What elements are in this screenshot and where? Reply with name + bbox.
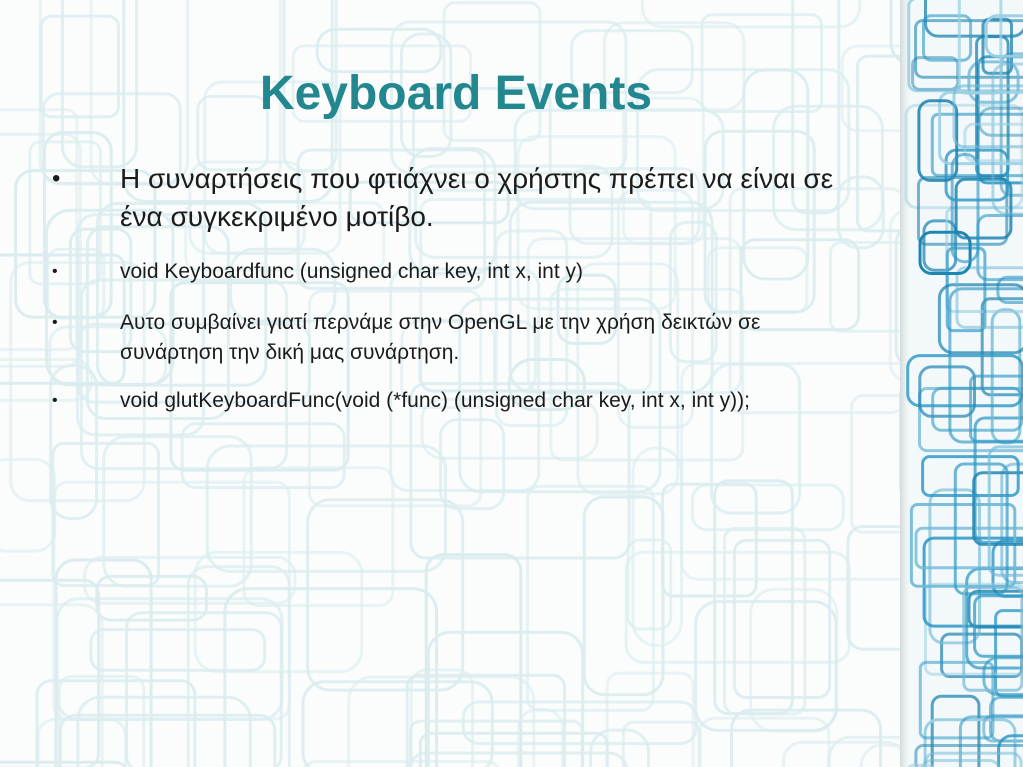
bullet-marker: • [52, 263, 58, 280]
bullet-text: Η συναρτήσεις που φτιάχνει ο χρήστης πρέπει να είναι σε ένα συγκεκριμένο μοτίβο. [120, 163, 834, 232]
slide-title: Keyboard Events [259, 67, 653, 120]
bullet-text: void glutKeyboardFunc(void (*func) (unsigned char key, int x, int y)); [120, 389, 750, 412]
bullet-text: void Keyboardfunc (unsigned char key, int x, int y) [120, 260, 584, 283]
bullet-marker: • [52, 392, 58, 409]
bullet-marker: • [52, 165, 61, 192]
bullet-text: Αυτο συμβαίνει γιατί περνάμε στην OpenGL με την χρήση δεικτών σε συνάρτηση την δική μας συνάρτηση. [120, 311, 761, 364]
bullet-marker: • [52, 314, 58, 331]
